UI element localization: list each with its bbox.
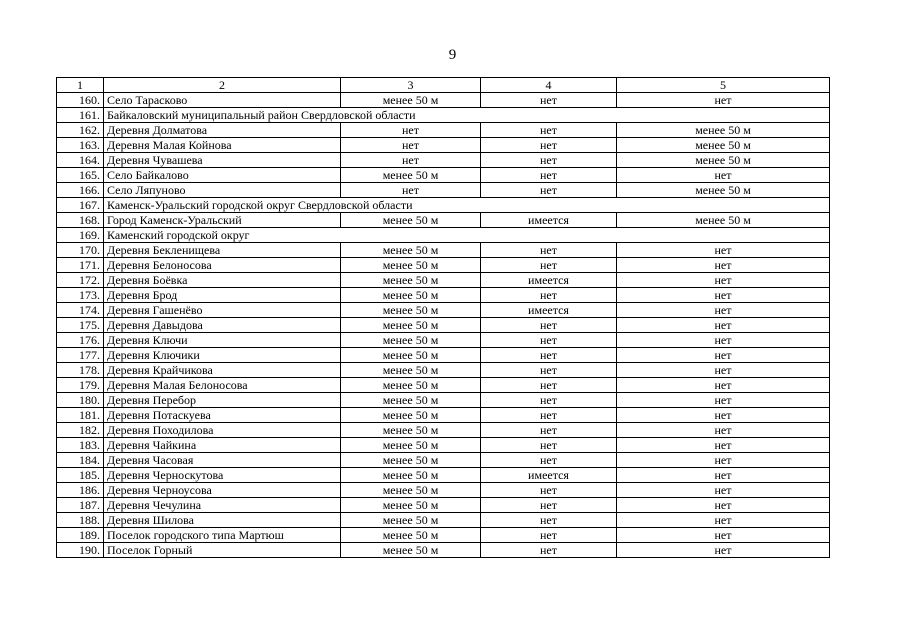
proximity-cell: нет bbox=[617, 303, 830, 318]
availability-cell: нет bbox=[481, 348, 617, 363]
proximity-cell: нет bbox=[617, 528, 830, 543]
row-number-cell: 162. bbox=[57, 123, 104, 138]
header-cell: 5 bbox=[617, 78, 830, 93]
proximity-cell: нет bbox=[617, 513, 830, 528]
table-row bbox=[57, 408, 830, 423]
settlement-name-cell: Город Каменск-Уральский bbox=[104, 213, 341, 228]
distance-cell: менее 50 м bbox=[341, 468, 481, 483]
distance-cell: менее 50 м bbox=[341, 483, 481, 498]
distance-cell: нет bbox=[341, 138, 481, 153]
row-number-cell: 171. bbox=[57, 258, 104, 273]
settlement-name-cell: Деревня Давыдова bbox=[104, 318, 341, 333]
row-number-cell: 173. bbox=[57, 288, 104, 303]
availability-cell: нет bbox=[481, 318, 617, 333]
settlement-name-cell: Деревня Чайкина bbox=[104, 438, 341, 453]
proximity-cell: нет bbox=[617, 348, 830, 363]
settlement-name-cell: Деревня Малая Койнова bbox=[104, 138, 341, 153]
row-number-cell: 190. bbox=[57, 543, 104, 558]
proximity-cell: нет bbox=[617, 393, 830, 408]
row-number-cell: 163. bbox=[57, 138, 104, 153]
distance-cell: менее 50 м bbox=[341, 393, 481, 408]
row-number-cell: 189. bbox=[57, 528, 104, 543]
availability-cell: нет bbox=[481, 153, 617, 168]
table-row bbox=[57, 153, 830, 168]
row-number-cell: 174. bbox=[57, 303, 104, 318]
settlement-name-cell: Деревня Чувашева bbox=[104, 153, 341, 168]
distance-cell: менее 50 м bbox=[341, 363, 481, 378]
availability-cell: нет bbox=[481, 423, 617, 438]
table-row bbox=[57, 483, 830, 498]
proximity-cell: нет bbox=[617, 258, 830, 273]
availability-cell: нет bbox=[481, 168, 617, 183]
settlement-name-cell: Деревня Часовая bbox=[104, 453, 341, 468]
header-cell: 3 bbox=[341, 78, 481, 93]
table-row bbox=[57, 513, 830, 528]
distance-cell: менее 50 м bbox=[341, 528, 481, 543]
table-row bbox=[57, 183, 830, 198]
proximity-cell: нет bbox=[617, 333, 830, 348]
proximity-cell: менее 50 м bbox=[617, 138, 830, 153]
availability-cell: нет bbox=[481, 438, 617, 453]
distance-cell: менее 50 м bbox=[341, 273, 481, 288]
table-row bbox=[57, 138, 830, 153]
distance-cell: менее 50 м bbox=[341, 423, 481, 438]
proximity-cell: нет bbox=[617, 483, 830, 498]
row-number-cell: 188. bbox=[57, 513, 104, 528]
table-row bbox=[57, 288, 830, 303]
proximity-cell: нет bbox=[617, 243, 830, 258]
row-number-cell: 184. bbox=[57, 453, 104, 468]
availability-cell: нет bbox=[481, 543, 617, 558]
table-row bbox=[57, 423, 830, 438]
settlement-name-cell: Деревня Малая Белоносова bbox=[104, 378, 341, 393]
availability-cell: нет bbox=[481, 408, 617, 423]
row-number-cell: 164. bbox=[57, 153, 104, 168]
row-number-cell: 166. bbox=[57, 183, 104, 198]
table-section-row bbox=[57, 198, 830, 213]
proximity-cell: нет bbox=[617, 468, 830, 483]
page-number: 9 bbox=[448, 47, 457, 63]
table-row bbox=[57, 168, 830, 183]
header-cell: 4 bbox=[481, 78, 617, 93]
table-row bbox=[57, 213, 830, 228]
distance-cell: менее 50 м bbox=[341, 333, 481, 348]
availability-cell: имеется bbox=[481, 213, 617, 228]
availability-cell: имеется bbox=[481, 303, 617, 318]
row-number-cell: 178. bbox=[57, 363, 104, 378]
settlements-table bbox=[56, 77, 830, 558]
proximity-cell: нет bbox=[617, 273, 830, 288]
proximity-cell: нет bbox=[617, 453, 830, 468]
distance-cell: менее 50 м bbox=[341, 348, 481, 363]
settlement-name-cell: Поселок Горный bbox=[104, 543, 341, 558]
distance-cell: менее 50 м bbox=[341, 303, 481, 318]
distance-cell: менее 50 м bbox=[341, 438, 481, 453]
row-number-cell: 169. bbox=[57, 228, 104, 243]
settlement-name-cell: Деревня Крайчикова bbox=[104, 363, 341, 378]
table-row bbox=[57, 438, 830, 453]
row-number-cell: 187. bbox=[57, 498, 104, 513]
table-section-row bbox=[57, 228, 830, 243]
row-number-cell: 172. bbox=[57, 273, 104, 288]
availability-cell: нет bbox=[481, 183, 617, 198]
proximity-cell: нет bbox=[617, 408, 830, 423]
row-number-cell: 181. bbox=[57, 408, 104, 423]
proximity-cell: менее 50 м bbox=[617, 153, 830, 168]
availability-cell: нет bbox=[481, 498, 617, 513]
table-row bbox=[57, 498, 830, 513]
row-number-cell: 186. bbox=[57, 483, 104, 498]
settlement-name-cell: Деревня Боёвка bbox=[104, 273, 341, 288]
row-number-cell: 170. bbox=[57, 243, 104, 258]
row-number-cell: 165. bbox=[57, 168, 104, 183]
distance-cell: менее 50 м bbox=[341, 243, 481, 258]
distance-cell: менее 50 м bbox=[341, 513, 481, 528]
distance-cell: нет bbox=[341, 123, 481, 138]
settlement-name-cell: Село Байкалово bbox=[104, 168, 341, 183]
availability-cell: нет bbox=[481, 363, 617, 378]
settlement-name-cell: Деревня Потаскуева bbox=[104, 408, 341, 423]
row-number-cell: 160. bbox=[57, 93, 104, 108]
distance-cell: менее 50 м bbox=[341, 453, 481, 468]
distance-cell: нет bbox=[341, 153, 481, 168]
settlement-name-cell: Деревня Шилова bbox=[104, 513, 341, 528]
settlement-name-cell: Деревня Белоносова bbox=[104, 258, 341, 273]
row-number-cell: 179. bbox=[57, 378, 104, 393]
availability-cell: нет bbox=[481, 453, 617, 468]
settlement-name-cell: Деревня Долматова bbox=[104, 123, 341, 138]
settlement-name-cell: Поселок городского типа Мартюш bbox=[104, 528, 341, 543]
distance-cell: менее 50 м bbox=[341, 213, 481, 228]
availability-cell: нет bbox=[481, 393, 617, 408]
availability-cell: нет bbox=[481, 93, 617, 108]
proximity-cell: нет bbox=[617, 288, 830, 303]
table-row bbox=[57, 363, 830, 378]
proximity-cell: нет bbox=[617, 543, 830, 558]
table-section-row bbox=[57, 108, 830, 123]
proximity-cell: менее 50 м bbox=[617, 213, 830, 228]
distance-cell: менее 50 м bbox=[341, 318, 481, 333]
distance-cell: менее 50 м bbox=[341, 93, 481, 108]
table-row bbox=[57, 348, 830, 363]
header-cell: 1 bbox=[57, 78, 104, 93]
settlement-name-cell: Деревня Черноскутова bbox=[104, 468, 341, 483]
distance-cell: менее 50 м bbox=[341, 498, 481, 513]
table-body bbox=[57, 93, 830, 558]
availability-cell: нет bbox=[481, 123, 617, 138]
settlement-name-cell: Деревня Гашенёво bbox=[104, 303, 341, 318]
settlement-name-cell: Деревня Бекленищева bbox=[104, 243, 341, 258]
settlement-name-cell: Село Ляпуново bbox=[104, 183, 341, 198]
table-row bbox=[57, 333, 830, 348]
table-row bbox=[57, 453, 830, 468]
header-cell: 2 bbox=[104, 78, 341, 93]
row-number-cell: 175. bbox=[57, 318, 104, 333]
table-row bbox=[57, 378, 830, 393]
table-row bbox=[57, 93, 830, 108]
availability-cell: нет bbox=[481, 258, 617, 273]
proximity-cell: нет bbox=[617, 93, 830, 108]
row-number-cell: 176. bbox=[57, 333, 104, 348]
proximity-cell: менее 50 м bbox=[617, 183, 830, 198]
row-number-cell: 167. bbox=[57, 198, 104, 213]
availability-cell: нет bbox=[481, 483, 617, 498]
availability-cell: имеется bbox=[481, 273, 617, 288]
row-number-cell: 177. bbox=[57, 348, 104, 363]
distance-cell: менее 50 м bbox=[341, 168, 481, 183]
availability-cell: нет bbox=[481, 378, 617, 393]
proximity-cell: менее 50 м bbox=[617, 123, 830, 138]
row-number-cell: 182. bbox=[57, 423, 104, 438]
table-row bbox=[57, 468, 830, 483]
availability-cell: нет bbox=[481, 513, 617, 528]
proximity-cell: нет bbox=[617, 438, 830, 453]
row-number-cell: 185. bbox=[57, 468, 104, 483]
section-title-cell: Каменск-Уральский городской округ Свердловской области bbox=[104, 198, 830, 213]
availability-cell: нет bbox=[481, 528, 617, 543]
settlement-name-cell: Деревня Ключи bbox=[104, 333, 341, 348]
proximity-cell: нет bbox=[617, 168, 830, 183]
availability-cell: нет bbox=[481, 333, 617, 348]
proximity-cell: нет bbox=[617, 423, 830, 438]
settlement-name-cell: Деревня Ключики bbox=[104, 348, 341, 363]
proximity-cell: нет bbox=[617, 498, 830, 513]
row-number-cell: 180. bbox=[57, 393, 104, 408]
distance-cell: менее 50 м bbox=[341, 408, 481, 423]
distance-cell: менее 50 м bbox=[341, 258, 481, 273]
distance-cell: менее 50 м bbox=[341, 288, 481, 303]
proximity-cell: нет bbox=[617, 363, 830, 378]
section-title-cell: Каменский городской округ bbox=[104, 228, 830, 243]
availability-cell: нет bbox=[481, 288, 617, 303]
proximity-cell: нет bbox=[617, 318, 830, 333]
table-row bbox=[57, 123, 830, 138]
table-row bbox=[57, 543, 830, 558]
settlement-name-cell: Деревня Брод bbox=[104, 288, 341, 303]
table-row bbox=[57, 318, 830, 333]
table-row bbox=[57, 528, 830, 543]
settlement-name-cell: Деревня Походилова bbox=[104, 423, 341, 438]
table-header-row bbox=[57, 78, 830, 93]
table-row bbox=[57, 393, 830, 408]
row-number-cell: 183. bbox=[57, 438, 104, 453]
table-row bbox=[57, 258, 830, 273]
row-number-cell: 161. bbox=[57, 108, 104, 123]
distance-cell: менее 50 м bbox=[341, 543, 481, 558]
distance-cell: менее 50 м bbox=[341, 378, 481, 393]
row-number-cell: 168. bbox=[57, 213, 104, 228]
settlement-name-cell: Деревня Перебор bbox=[104, 393, 341, 408]
availability-cell: нет bbox=[481, 243, 617, 258]
settlement-name-cell: Деревня Чечулина bbox=[104, 498, 341, 513]
availability-cell: имеется bbox=[481, 468, 617, 483]
section-title-cell: Байкаловский муниципальный район Свердловской области bbox=[104, 108, 830, 123]
table-row bbox=[57, 273, 830, 288]
settlement-name-cell: Деревня Черноусова bbox=[104, 483, 341, 498]
table-row bbox=[57, 243, 830, 258]
settlement-name-cell: Село Тарасково bbox=[104, 93, 341, 108]
availability-cell: нет bbox=[481, 138, 617, 153]
table-row bbox=[57, 303, 830, 318]
proximity-cell: нет bbox=[617, 378, 830, 393]
distance-cell: нет bbox=[341, 183, 481, 198]
